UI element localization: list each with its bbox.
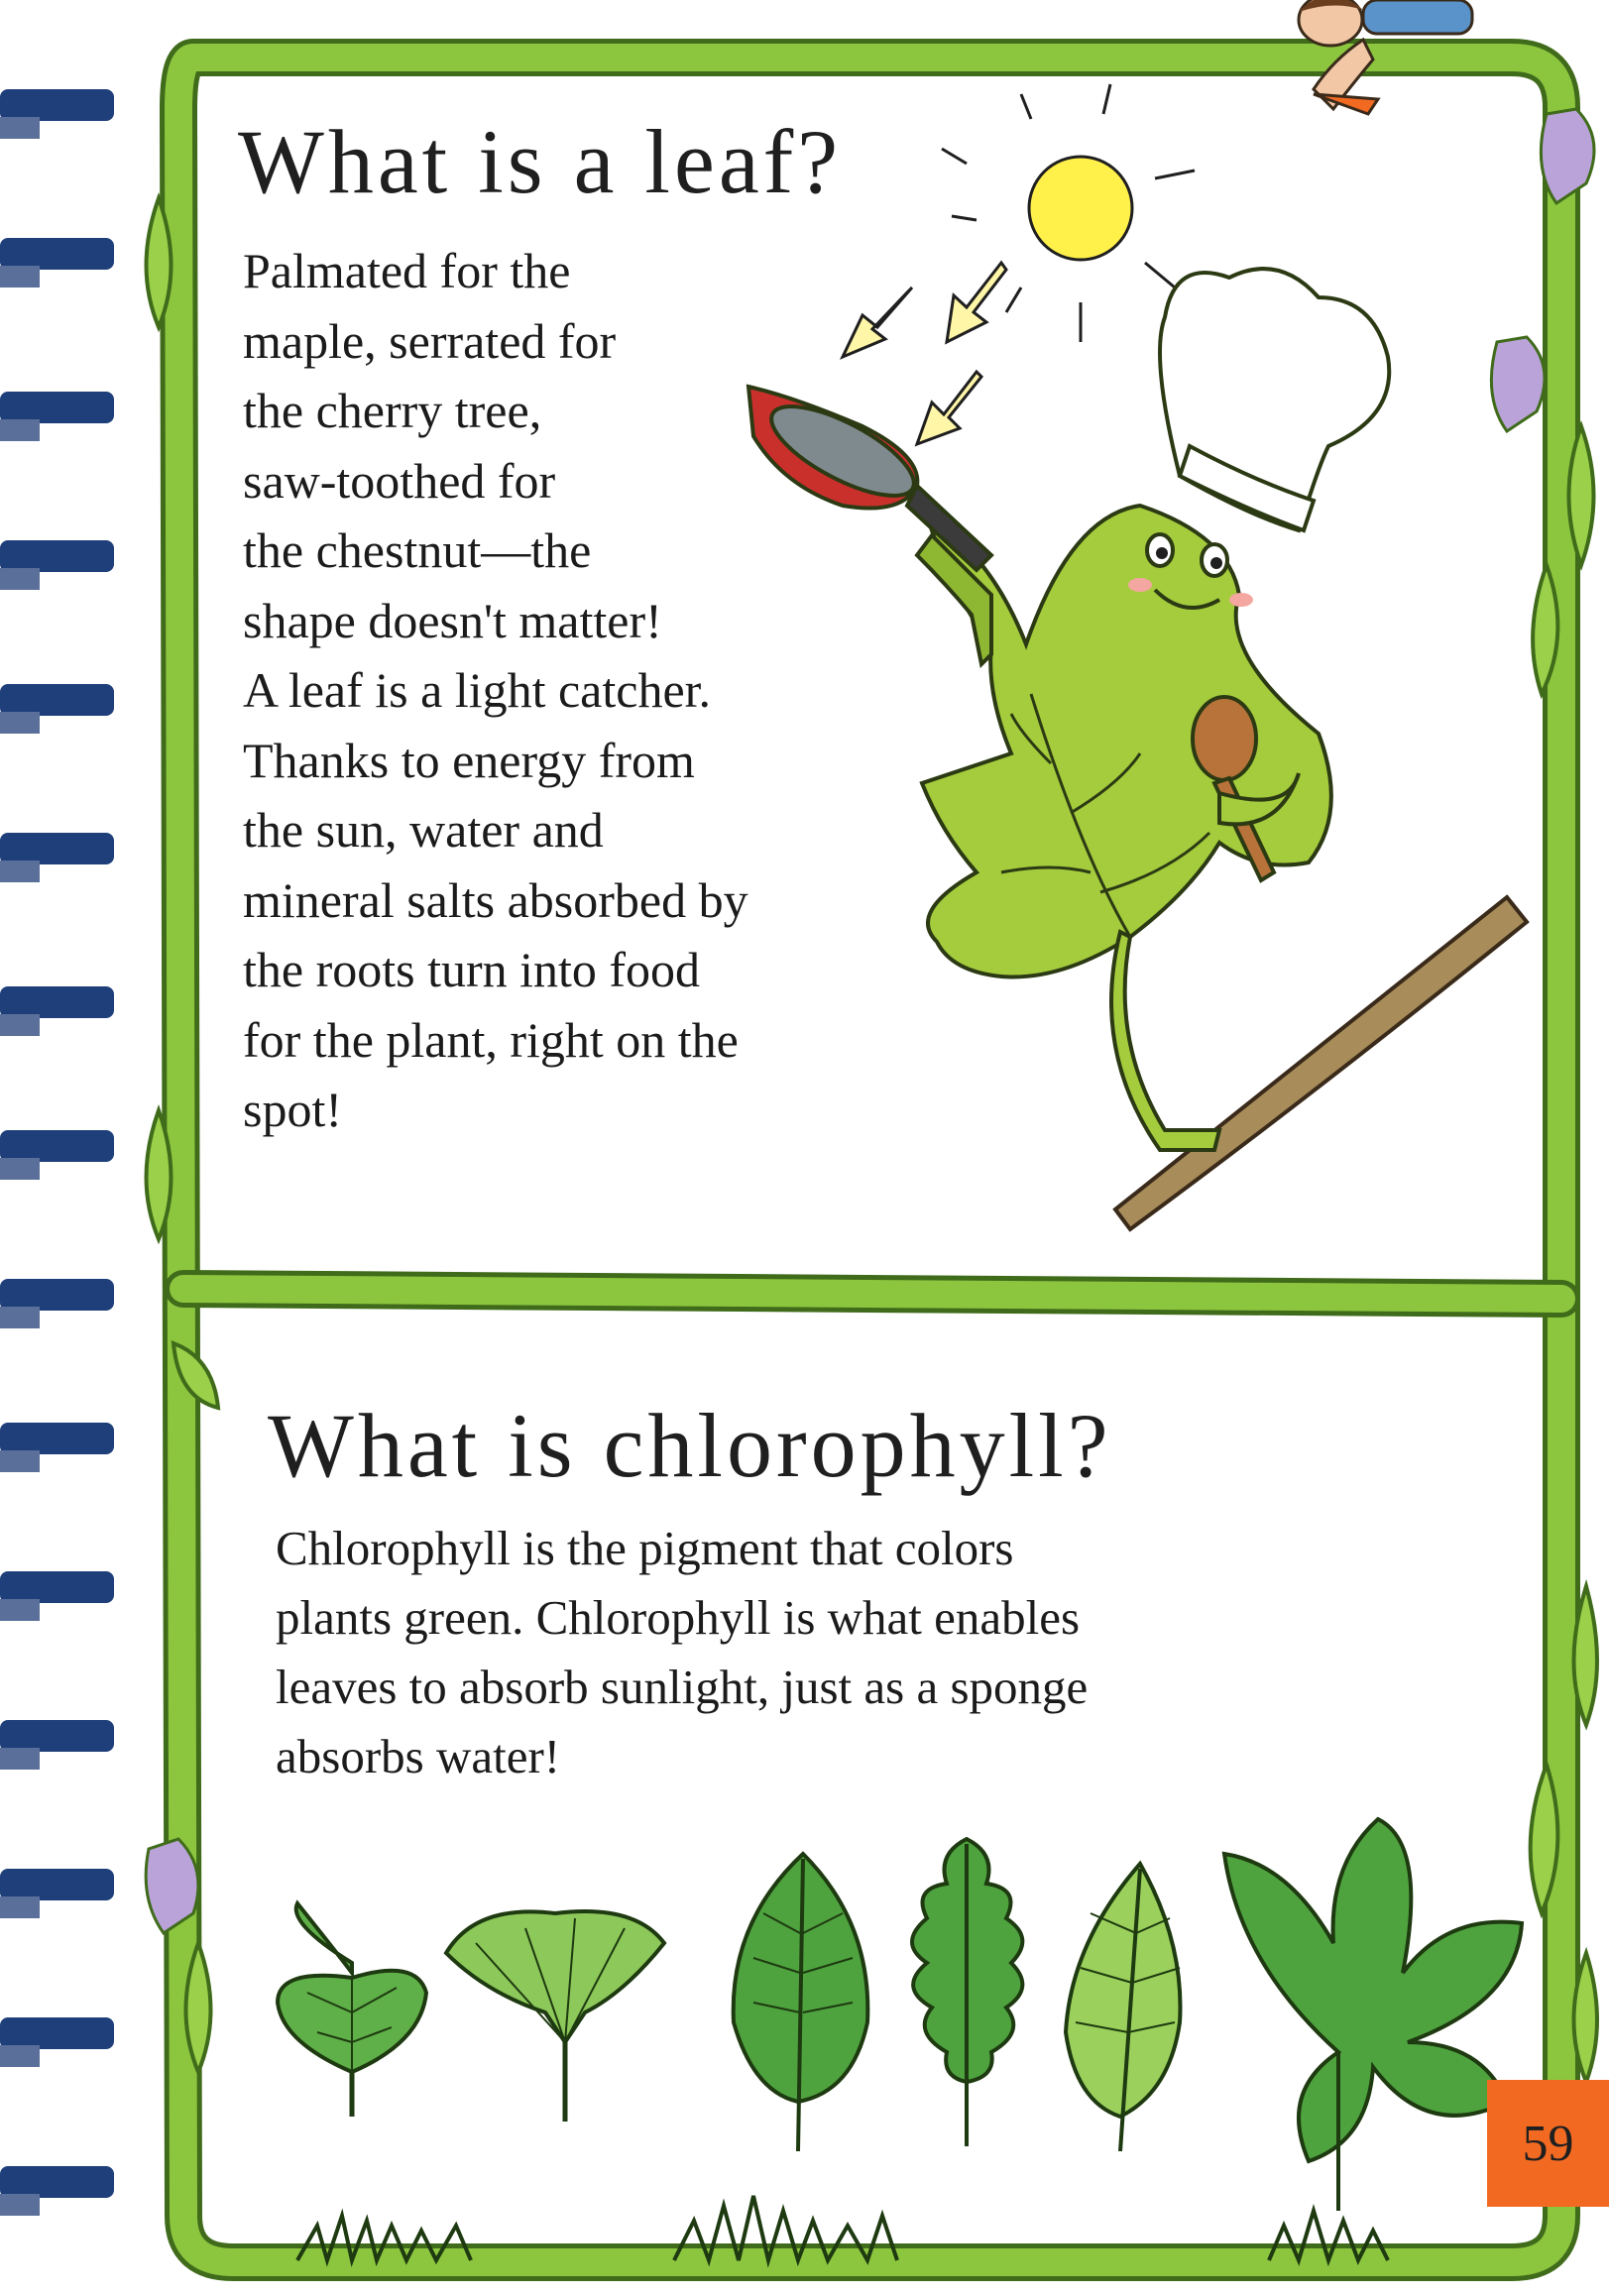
text-line: absorbs water! [276, 1729, 561, 1783]
text-line: Thanks to energy from [243, 732, 695, 788]
chestnut-leaf [1224, 1819, 1522, 2211]
page-number: 59 [1522, 2115, 1574, 2172]
branch [1115, 897, 1527, 1229]
text-line: Palmated for the [243, 243, 571, 298]
leaf-section-text [243, 236, 877, 1145]
spiral-binding [0, 89, 114, 2216]
leaf-shapes-row [278, 1819, 1522, 2211]
text-line: for the plant, right on the [243, 1011, 739, 1068]
chlorophyll-section-text [276, 1514, 1317, 1791]
text-line: leaves to absorb sunlight, just as a sponge [276, 1660, 1089, 1714]
elm-leaf [1066, 1864, 1181, 2151]
text-line: spot! [243, 1082, 342, 1137]
text-line: saw-toothed for [243, 452, 556, 509]
chlorophyll-section-title: What is chlorophyll? [268, 1395, 1112, 1496]
text-line: shape doesn't matter! [243, 592, 662, 648]
text-line: A leaf is a light catcher. [243, 662, 712, 718]
page-number-tab [1487, 2080, 1609, 2207]
leaf-section-title: What is a leaf? [238, 111, 843, 212]
text-line: Chlorophyll is the pigment that colors [276, 1521, 1014, 1575]
text-line: the chestnut—the [243, 522, 592, 578]
text-line: the sun, water and [243, 802, 604, 858]
oak-leaf [912, 1839, 1022, 2146]
text-line: mineral salts absorbed by [243, 871, 748, 928]
heart-shaped-leaf [278, 1903, 426, 2117]
beech-leaf [734, 1854, 868, 2151]
text-line: maple, serrated for [243, 312, 617, 369]
ginkgo-leaf [446, 1911, 664, 2122]
text-line: the cherry tree, [243, 383, 542, 438]
text-line: the roots turn into food [243, 942, 701, 997]
text-line: plants green. Chlorophyll is what enables [276, 1590, 1081, 1645]
